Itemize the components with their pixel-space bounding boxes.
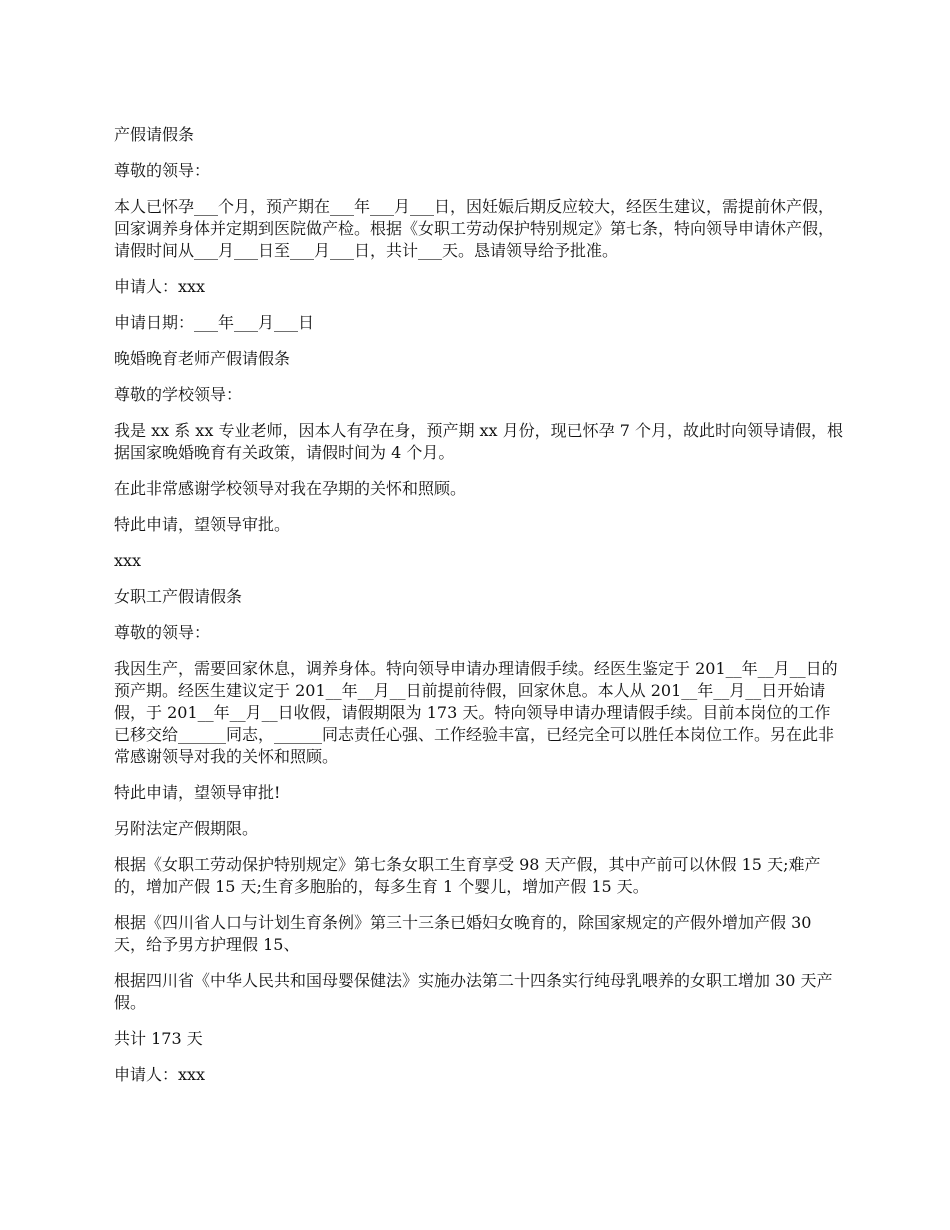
doc-title-teacher-leave: 晚婚晚育老师产假请假条 [114, 349, 291, 368]
applicant-line: 申请人：xxx [114, 277, 206, 296]
appendix-intro: 另附法定产假期限。 [114, 819, 259, 838]
total-days-line: 共计 173 天 [114, 1029, 203, 1048]
regulation-paragraph: 根据四川省《中华人民共和国母婴保健法》实施办法第二十四条实行纯母乳喂养的女职工增加 30 天产假。 [114, 971, 833, 1012]
signature-line: xxx [114, 551, 142, 570]
application-date-line: 申请日期：___年___月___日 [114, 313, 315, 332]
document-body [114, 124, 844, 1100]
salutation: 尊敬的领导： [114, 623, 211, 642]
closing-line: 特此申请，望领导审批。 [114, 515, 291, 534]
regulation-paragraph: 根据《女职工劳动保护特别规定》第七条女职工生育享受 98 天产假，其中产前可以休假 15 天;难产的，增加产假 15 天;生育多胞胎的，每多生育 1 个婴儿，增加产假 15 天。 [114, 855, 821, 896]
salutation: 尊敬的学校领导： [114, 385, 243, 404]
applicant-line: 申请人：xxx [114, 1065, 206, 1084]
body-paragraph: 在此非常感谢学校领导对我在孕期的关怀和照顾。 [114, 479, 467, 498]
body-paragraph: 我因生产，需要回家休息，调养身体。特向领导申请办理请假手续。经医生鉴定于 201__年__月__日的预产期。经医生建议定于 201__年__月__日前提前待假，回家休息。本人从 201__年__月__日开始请假，于 201__年__月__日收假，请假期限为 173 天。特向领导申请办理请假手续。目前本岗位的工作已移交给______同志，______同志责任心强、工作经验丰富，已经完全可以胜任本岗位工作。另在此非常感谢领导对我的关怀和照顾。 [114, 659, 838, 766]
doc-title-maternity-leave: 产假请假条 [114, 125, 195, 144]
body-paragraph: 本人已怀孕___个月，预产期在___年___月___日，因妊娠后期反应较大，经医生建议，需提前休产假，回家调养身体并定期到医院做产检。根据《女职工劳动保护特别规定》第七条，特向领导申请休产假，请假时间从___月___日至___月___日，共计___天。恳请领导给予批准。 [114, 197, 835, 260]
doc-title-female-worker-leave: 女职工产假请假条 [114, 587, 243, 606]
closing-line: 特此申请，望领导审批! [114, 783, 281, 802]
salutation: 尊敬的领导： [114, 161, 211, 180]
regulation-paragraph: 根据《四川省人口与计划生育条例》第三十三条已婚妇女晚育的，除国家规定的产假外增加产假 30 天，给予男方护理假 15、 [114, 913, 812, 954]
body-paragraph: 我是 xx 系 xx 专业老师，因本人有孕在身，预产期 xx 月份，现已怀孕 7 个月，故此时向领导请假，根据国家晚婚晚育有关政策，请假时间为 4 个月。 [114, 421, 844, 462]
